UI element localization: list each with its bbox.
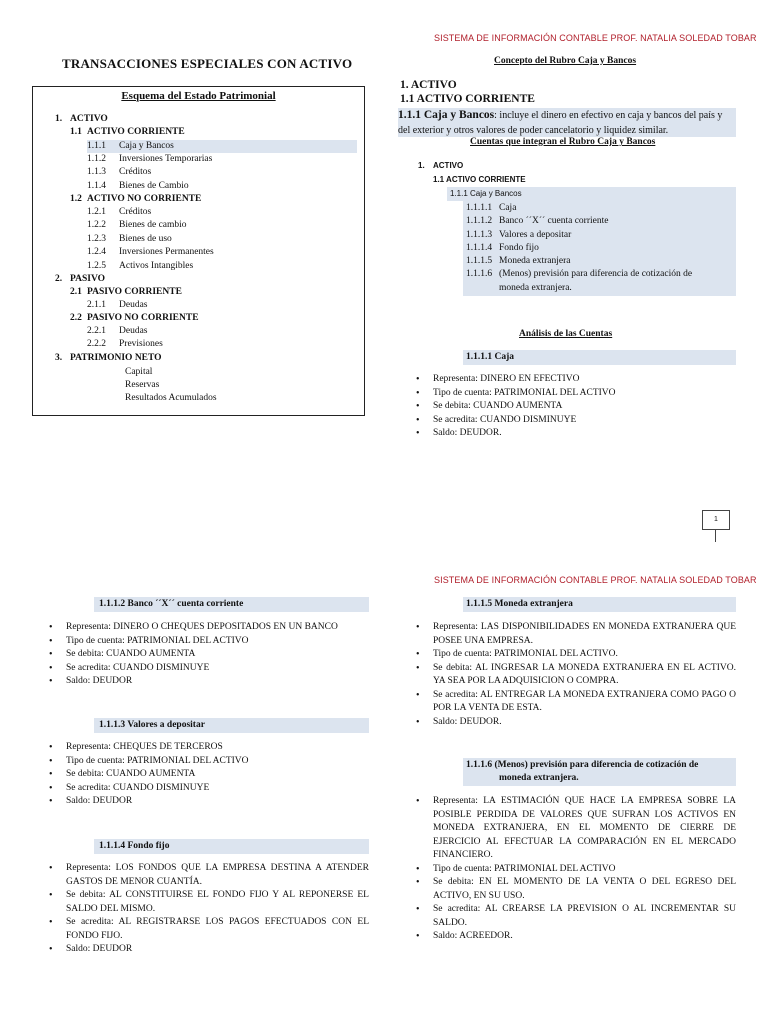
cuentas-activo: ACTIVO — [433, 161, 464, 170]
esquema-row — [125, 392, 217, 405]
banco-bullets — [49, 621, 369, 689]
esquema-row-label: PASIVO NO CORRIENTE — [87, 313, 199, 323]
cuentas-row — [466, 215, 608, 228]
bullet-item: • Saldo: DEUDOR — [49, 675, 369, 689]
cuentas-row-label: Valores a depositar — [499, 230, 572, 240]
esquema-row — [55, 273, 105, 286]
bullet-item: • Se debita: CUANDO AUMENTA — [49, 768, 369, 782]
esquema-row — [55, 113, 108, 126]
cuentas-row — [466, 229, 571, 242]
esquema-row-number: 2.2.2 — [87, 339, 106, 349]
analisis-title: Análisis de las Cuentas — [519, 329, 613, 339]
cuentas-activo-corriente: 1.1 ACTIVO CORRIENTE — [433, 175, 526, 184]
esquema-row — [125, 379, 159, 392]
bullet-item: • Tipo de cuenta: PATRIMONIAL DEL ACTIVO. — [416, 648, 736, 662]
cuentas-row — [466, 255, 570, 268]
valores-bullets — [49, 741, 369, 809]
page-header-2: SISTEMA DE INFORMACIÓN CONTABLE PROF. NATALIA SOLEDAD TOBAR — [434, 575, 757, 585]
esquema-row-number: 1. — [55, 114, 63, 124]
cuentas-row-label: Fondo fijo — [499, 243, 539, 253]
cuentas-row-number: 1.1.1.2 — [466, 216, 493, 226]
prevision-bullets — [416, 795, 736, 944]
cuentas-row — [466, 242, 539, 255]
esquema-row-label: Inversiones Permanentes — [119, 247, 214, 257]
prevision-title-line2: moneda extranjera. — [499, 773, 579, 783]
concepto-title: Concepto del Rubro Caja y Bancos — [494, 56, 637, 66]
bullet-item: • Saldo: DEUDOR. — [416, 716, 736, 730]
cuentas-caja-bancos: 1.1.1 Caja y Bancos — [447, 187, 736, 201]
cuentas-row-label: Caja — [499, 203, 517, 213]
bullet-item: • Tipo de cuenta: PATRIMONIAL DEL ACTIVO — [416, 863, 736, 877]
bullet-item: • Se acredita: CUANDO DISMINUYE — [49, 782, 369, 796]
esquema-row-number: 1.2.2 — [87, 220, 106, 230]
esquema-row-number: 2.1.1 — [87, 300, 106, 310]
concepto-activo-corriente: 1.1 ACTIVO CORRIENTE — [400, 93, 535, 105]
esquema-row — [87, 140, 357, 153]
esquema-row-label: PASIVO CORRIENTE — [87, 287, 182, 297]
esquema-row-label: Bienes de Cambio — [119, 181, 189, 191]
page-number: 1 — [702, 510, 730, 530]
esquema-row-label: Caja y Bancos — [119, 141, 174, 151]
esquema-row-number: 1.2 — [70, 194, 82, 204]
esquema-row — [70, 126, 185, 139]
esquema-row-number: 2.2 — [70, 313, 82, 323]
esquema-row — [70, 312, 199, 325]
cuentas-row — [466, 202, 516, 215]
bullet-item: • Representa: CHEQUES DE TERCEROS — [49, 741, 369, 755]
esquema-row-number: 1.1.3 — [87, 167, 106, 177]
esquema-row — [87, 325, 148, 338]
esquema-row — [87, 246, 214, 259]
bullet-item: • Representa: DINERO O CHEQUES DEPOSITADOS EN UN BANCO — [49, 621, 369, 635]
page-number-tick — [715, 529, 716, 542]
bullet-item: • Tipo de cuenta: PATRIMONIAL DEL ACTIVO — [416, 387, 736, 401]
moneda-bullets — [416, 621, 736, 729]
cuentas-row-number: 1.1.1.6 — [466, 269, 493, 279]
esquema-row — [87, 299, 148, 312]
esquema-row-label: Créditos — [119, 167, 152, 177]
esquema-row-number: 1.1.1 — [87, 141, 106, 151]
bullet-item: • Representa: DINERO EN EFECTIVO — [416, 373, 736, 387]
bullet-item: • Saldo: DEUDOR — [49, 795, 369, 809]
prevision-section-title — [463, 758, 736, 786]
esquema-row-label: Bienes de uso — [119, 234, 172, 244]
page-header: SISTEMA DE INFORMACIÓN CONTABLE PROF. NATALIA SOLEDAD TOBAR — [434, 33, 757, 43]
cuentas-title: Cuentas que integran el Rubro Caja y Bancos — [470, 137, 656, 147]
cuentas-row-label: Moneda extranjera — [499, 256, 571, 266]
esquema-row-number: 1.1.2 — [87, 154, 106, 164]
bullet-item: • Tipo de cuenta: PATRIMONIAL DEL ACTIVO — [49, 755, 369, 769]
cuentas-row-number: 1.1.1.3 — [466, 230, 493, 240]
bullet-item: • Se debita: AL CONSTITUIRSE EL FONDO FIJO Y AL REPONERSE EL SALDO DEL MISMO. — [49, 889, 369, 916]
esquema-row — [70, 286, 182, 299]
cuentas-row-label: Banco ´´X´´ cuenta corriente — [499, 216, 609, 226]
esquema-row-label: Capital — [125, 367, 153, 377]
valores-section-title: 1.1.1.3 Valores a depositar — [94, 718, 369, 733]
cuentas-num-1: 1. — [418, 161, 425, 170]
caja-bullets — [416, 373, 736, 441]
esquema-row — [70, 193, 201, 206]
esquema-row-label: Créditos — [119, 207, 152, 217]
bullet-item: • Se debita: CUANDO AUMENTA — [416, 400, 736, 414]
concepto-activo: 1. ACTIVO — [400, 79, 457, 91]
esquema-row-label: PASIVO — [70, 274, 105, 284]
esquema-row-label: Previsiones — [119, 339, 163, 349]
bullet-item: • Representa: LOS FONDOS QUE LA EMPRESA DESTINA A ATENDER GASTOS DE MENOR CUANTÍA. — [49, 862, 369, 889]
esquema-row-label: Deudas — [119, 300, 148, 310]
bullet-item: • Saldo: DEUDOR. — [416, 427, 736, 441]
esquema-row-number: 2. — [55, 274, 63, 284]
prevision-title-line1: 1.1.1.6 (Menos) previsión para diferencia de cotización de — [466, 760, 699, 770]
concepto-caja-bancos-text: : incluye el dinero en efectivo en caja y bancos del país y del exterior y otros valores de poder cancelatorio y liquidez similar. — [398, 110, 723, 136]
esquema-row — [87, 338, 163, 351]
concepto-caja-bancos — [398, 108, 736, 137]
bullet-item: • Se acredita: CUANDO DISMINUYE — [49, 662, 369, 676]
esquema-row — [87, 180, 189, 193]
esquema-row-label: Bienes de cambio — [119, 220, 187, 230]
esquema-row — [87, 233, 172, 246]
bullet-item: • Se acredita: AL CREARSE LA PREVISION O AL INCREMENTAR SU SALDO. — [416, 903, 736, 930]
bullet-item: • Se acredita: AL ENTREGAR LA MONEDA EXTRANJERA COMO PAGO O POR LA VENTA DE ESTA. — [416, 689, 736, 716]
esquema-row-number: 2.2.1 — [87, 326, 106, 336]
esquema-row — [87, 153, 212, 166]
bullet-item: • Se debita: AL INGRESAR LA MONEDA EXTRANJERA EN EL ACTIVO. YA SEA POR LA ADQUISICION O COMPRA. — [416, 662, 736, 689]
document-title: TRANSACCIONES ESPECIALES CON ACTIVO — [62, 56, 353, 71]
bullet-item: • Se acredita: CUANDO DISMINUYE — [416, 414, 736, 428]
moneda-section-title: 1.1.1.5 Moneda extranjera — [463, 597, 736, 612]
fondo-section-title: 1.1.1.4 Fondo fijo — [94, 839, 369, 854]
cuentas-row-number: 1.1.1.4 — [466, 243, 493, 253]
esquema-row — [87, 166, 151, 179]
esquema-row — [87, 206, 151, 219]
esquema-row-label: Resultados Acumulados — [125, 393, 217, 403]
caja-section-title: 1.1.1.1 Caja — [463, 350, 736, 365]
bullet-item: • Se acredita: AL REGISTRARSE LOS PAGOS EFECTUADOS CON EL FONDO FIJO. — [49, 916, 369, 943]
esquema-row-number: 1.1 — [70, 127, 82, 137]
cuentas-row-number: 1.1.1.5 — [466, 256, 493, 266]
cuentas-row-label: (Menos) previsión para diferencia de cotización de — [499, 269, 693, 279]
bullet-item: • Saldo: DEUDOR — [49, 943, 369, 957]
bullet-item: • Representa: LAS DISPONIBILIDADES EN MONEDA EXTRANJERA QUE POSEE UNA EMPRESA. — [416, 621, 736, 648]
esquema-title: Esquema del Estado Patrimonial — [121, 90, 276, 102]
cuentas-item6-cont: moneda extranjera. — [499, 283, 572, 293]
bullet-item: • Se debita: EN EL MOMENTO DE LA VENTA O DEL EGRESO DEL ACTIVO, EN SU USO. — [416, 876, 736, 903]
esquema-row-label: ACTIVO NO CORRIENTE — [87, 194, 202, 204]
esquema-row-label: ACTIVO — [70, 114, 108, 124]
bullet-item: • Se debita: CUANDO AUMENTA — [49, 648, 369, 662]
esquema-row-number: 2.1 — [70, 287, 82, 297]
fondo-bullets — [49, 862, 369, 957]
cuentas-row-number: 1.1.1.1 — [466, 203, 493, 213]
bullet-item: • Representa: LA ESTIMACIÓN QUE HACE LA EMPRESA SOBRE LA POSIBLE PERDIDA DE VALORES QUE SUFRAN LOS ACTIVOS EN MONEDA EXTRANJERA, EN EL MOMENTO DE CIERRE DE EJERCICIO AL EFECTUAR LA COMPARACIÓN EN EL MERCADO FINANCIERO. — [416, 795, 736, 863]
esquema-row-label: ACTIVO CORRIENTE — [87, 127, 185, 137]
esquema-row-number: 1.2.3 — [87, 234, 106, 244]
esquema-row-number: 3. — [55, 353, 63, 363]
esquema-row-label: Deudas — [119, 326, 148, 336]
esquema-row-number: 1.2.5 — [87, 261, 106, 271]
esquema-row-label: Activos Intangibles — [119, 261, 194, 271]
esquema-row — [55, 352, 162, 365]
esquema-row-number: 1.2.4 — [87, 247, 106, 257]
bullet-item: • Saldo: ACREEDOR. — [416, 930, 736, 944]
bullet-item: • Tipo de cuenta: PATRIMONIAL DEL ACTIVO — [49, 635, 369, 649]
esquema-row-number: 1.2.1 — [87, 207, 106, 217]
esquema-row-label: Reservas — [125, 380, 160, 390]
esquema-row-label: PATRIMONIO NETO — [70, 353, 162, 363]
esquema-row — [87, 219, 187, 232]
esquema-row — [125, 366, 152, 379]
banco-section-title: 1.1.1.2 Banco ´´X´´ cuenta corriente — [94, 597, 369, 612]
esquema-row-label: Inversiones Temporarias — [119, 154, 213, 164]
esquema-row — [87, 260, 193, 273]
cuentas-row — [466, 268, 692, 281]
esquema-row-number: 1.1.4 — [87, 181, 106, 191]
concepto-caja-bancos-label: 1.1.1 Caja y Bancos — [398, 109, 495, 121]
